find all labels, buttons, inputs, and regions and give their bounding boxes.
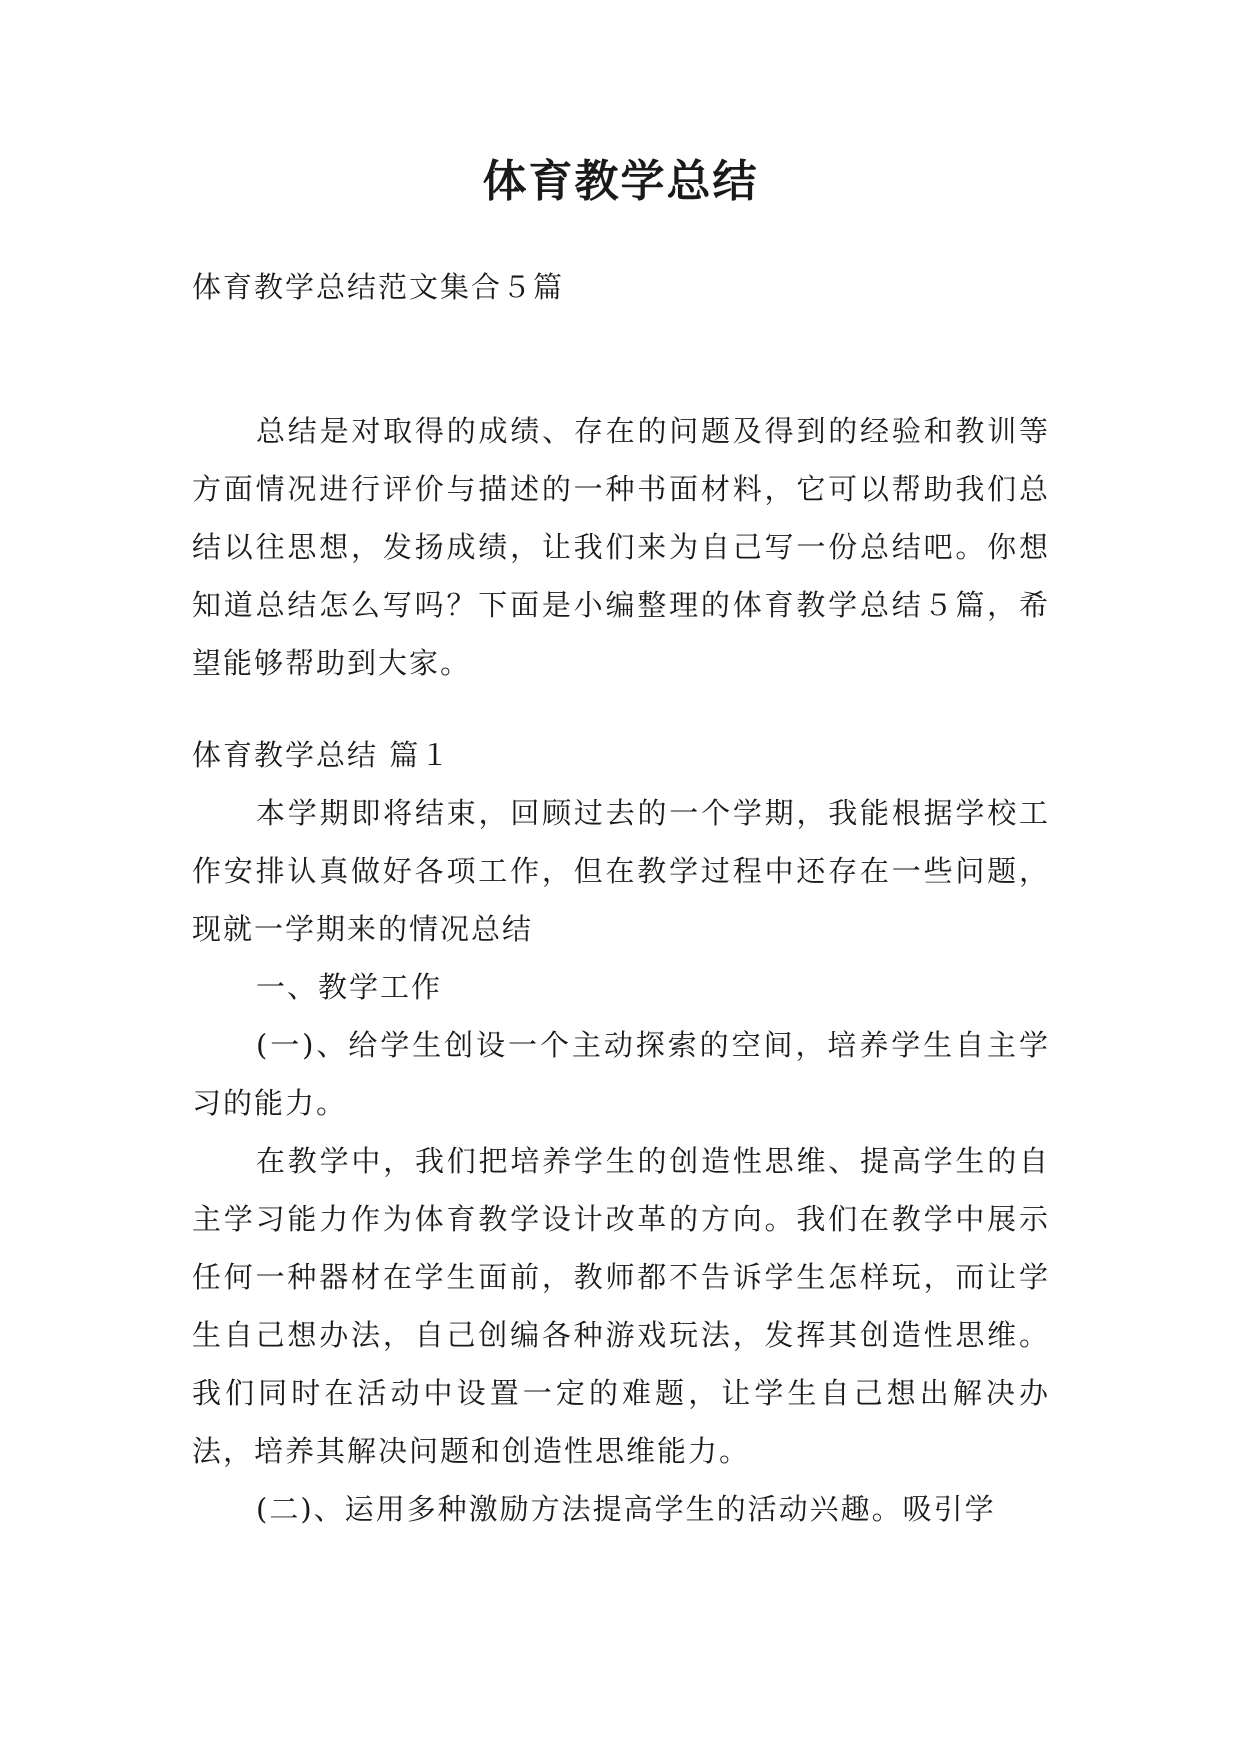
body-paragraph: (一)、给学生创设一个主动探索的空间，培养学生自主学习的能力。 bbox=[192, 1028, 1050, 1120]
section-subheading: 一、教学工作 bbox=[256, 970, 443, 1004]
intro-section bbox=[192, 402, 1050, 692]
body-paragraph: 在教学中，我们把培养学生的创造性思维、提高学生的自主学习能力作为体育教学设计改革的方向。我们在教学中展示任何一种器材在学生面前，教师都不告诉学生怎样玩，而让学生自己想办法，自己创编各种游戏玩法，发挥其创造性思维。我们同时在活动中设置一定的难题，让学生自己想出解决办法，培养其解决问题和创造性思维能力。 bbox=[192, 1144, 1050, 1468]
section-heading: 体育教学总结 篇１ bbox=[192, 738, 452, 772]
intro-paragraph: 总结是对取得的成绩、存在的问题及得到的经验和教训等方面情况进行评价与描述的一种书面材料，它可以帮助我们总结以往思想，发扬成绩，让我们来为自己写一份总结吧。你想知道总结怎么写吗？下面是小编整理的体育教学总结５篇，希望能够帮助到大家。 bbox=[192, 414, 1050, 680]
document-title: 体育教学总结 bbox=[482, 156, 759, 207]
body-paragraph: (二)、运用多种激励方法提高学生的活动兴趣。吸引学 bbox=[256, 1492, 996, 1526]
article-section-1 bbox=[192, 726, 1050, 1538]
subtitle-text: 体育教学总结范文集合５篇 bbox=[192, 270, 565, 304]
body-paragraph: 本学期即将结束，回顾过去的一个学期，我能根据学校工作安排认真做好各项工作，但在教学过程中还存在一些问题，现就一学期来的情况总结 bbox=[192, 796, 1050, 946]
document-subtitle bbox=[192, 258, 1050, 316]
